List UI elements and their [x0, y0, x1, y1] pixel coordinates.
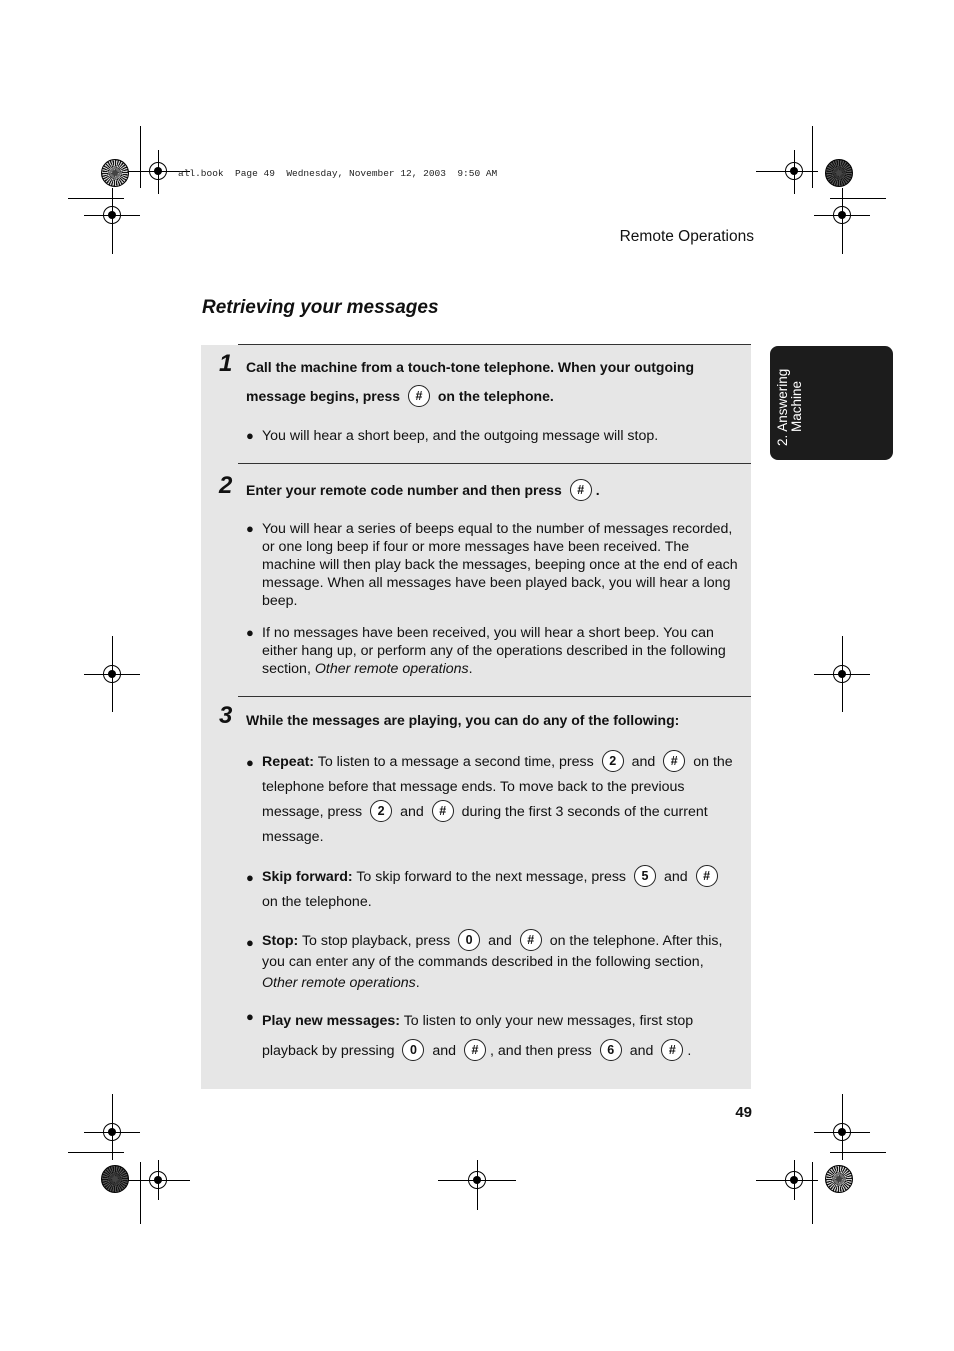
key-0-icon: 0 [458, 929, 480, 951]
stop-bullet: Stop: To stop playback, press 0 and # on the telephone. After this, you can enter any of the commands described in the following section, Other remote operations. [262, 930, 740, 994]
hash-key-icon: # [464, 1039, 486, 1061]
repeat-bullet: Repeat: To listen to a message a second time, press 2 and # on the telephone before that message ends. To move back to the previous message, press 2 and # during the first 3 seconds of the current message. [262, 750, 740, 850]
bullet-icon: ● [246, 870, 254, 885]
rule-step3 [238, 696, 751, 697]
hash-key-icon: # [520, 929, 542, 951]
key-2-icon: 2 [370, 800, 392, 822]
key-5-icon: 5 [634, 865, 656, 887]
bullet-icon: ● [246, 755, 254, 770]
step-2-bullet-2: If no messages have been received, you will hear a short beep. You can either hang up, or perform any of the operations described in the following section, Other remote operations. [262, 625, 726, 677]
skip-bullet: Skip forward: To skip forward to the next message, press 5 and # on the telephone. [262, 865, 740, 915]
step-2-bullet-1: You will hear a series of beeps equal to the number of messages recorded, or one long beep if four or more messages have been received. The machine will then play back the messages, beeping once at the end of each message. When all messages have been played back, you will hear a long beep. [262, 521, 738, 609]
rule-step1 [238, 344, 751, 345]
hash-key-icon: # [408, 385, 430, 407]
hash-key-icon: # [663, 750, 685, 772]
key-6-icon: 6 [600, 1039, 622, 1061]
step-1-bullet: You will hear a short beep, and the outgoing message will stop. [262, 428, 659, 444]
running-head: Remote Operations [619, 228, 754, 245]
step-2-text: Enter your remote code number and then press # . [246, 476, 741, 505]
step-3-number: 3 [219, 702, 233, 729]
step-1-text: Call the machine from a touch-tone telephone. When your outgoing message begins, press # on the telephone. [246, 353, 741, 411]
key-0-icon: 0 [402, 1039, 424, 1061]
hash-key-icon: # [661, 1039, 683, 1061]
bullet-icon: ● [246, 935, 254, 950]
hash-key-icon: # [432, 800, 454, 822]
key-2-icon: 2 [602, 750, 624, 772]
hash-key-icon: # [570, 479, 592, 501]
step-3-text: While the messages are playing, you can do any of the following: [246, 712, 680, 728]
step-1-number: 1 [219, 350, 233, 377]
section-title: Retrieving your messages [202, 297, 439, 318]
step-2-number: 2 [219, 472, 233, 499]
bullet-icon: ● [246, 1009, 254, 1024]
slug-line: all.book Page 49 Wednesday, November 12, 2003 9:50 AM [178, 168, 498, 179]
bullet-icon: ● [246, 521, 254, 536]
hash-key-icon: # [696, 865, 718, 887]
chapter-tab-label: 2. Answering Machine [775, 368, 804, 446]
rule-step2 [238, 463, 751, 464]
bullet-icon: ● [246, 428, 254, 443]
play-new-bullet: Play new messages: To listen to only your new messages, first stop playback by pressing 0 and # , and then press 6 and # . [262, 1006, 740, 1066]
page-number: 49 [735, 1104, 752, 1121]
bullet-icon: ● [246, 625, 254, 640]
